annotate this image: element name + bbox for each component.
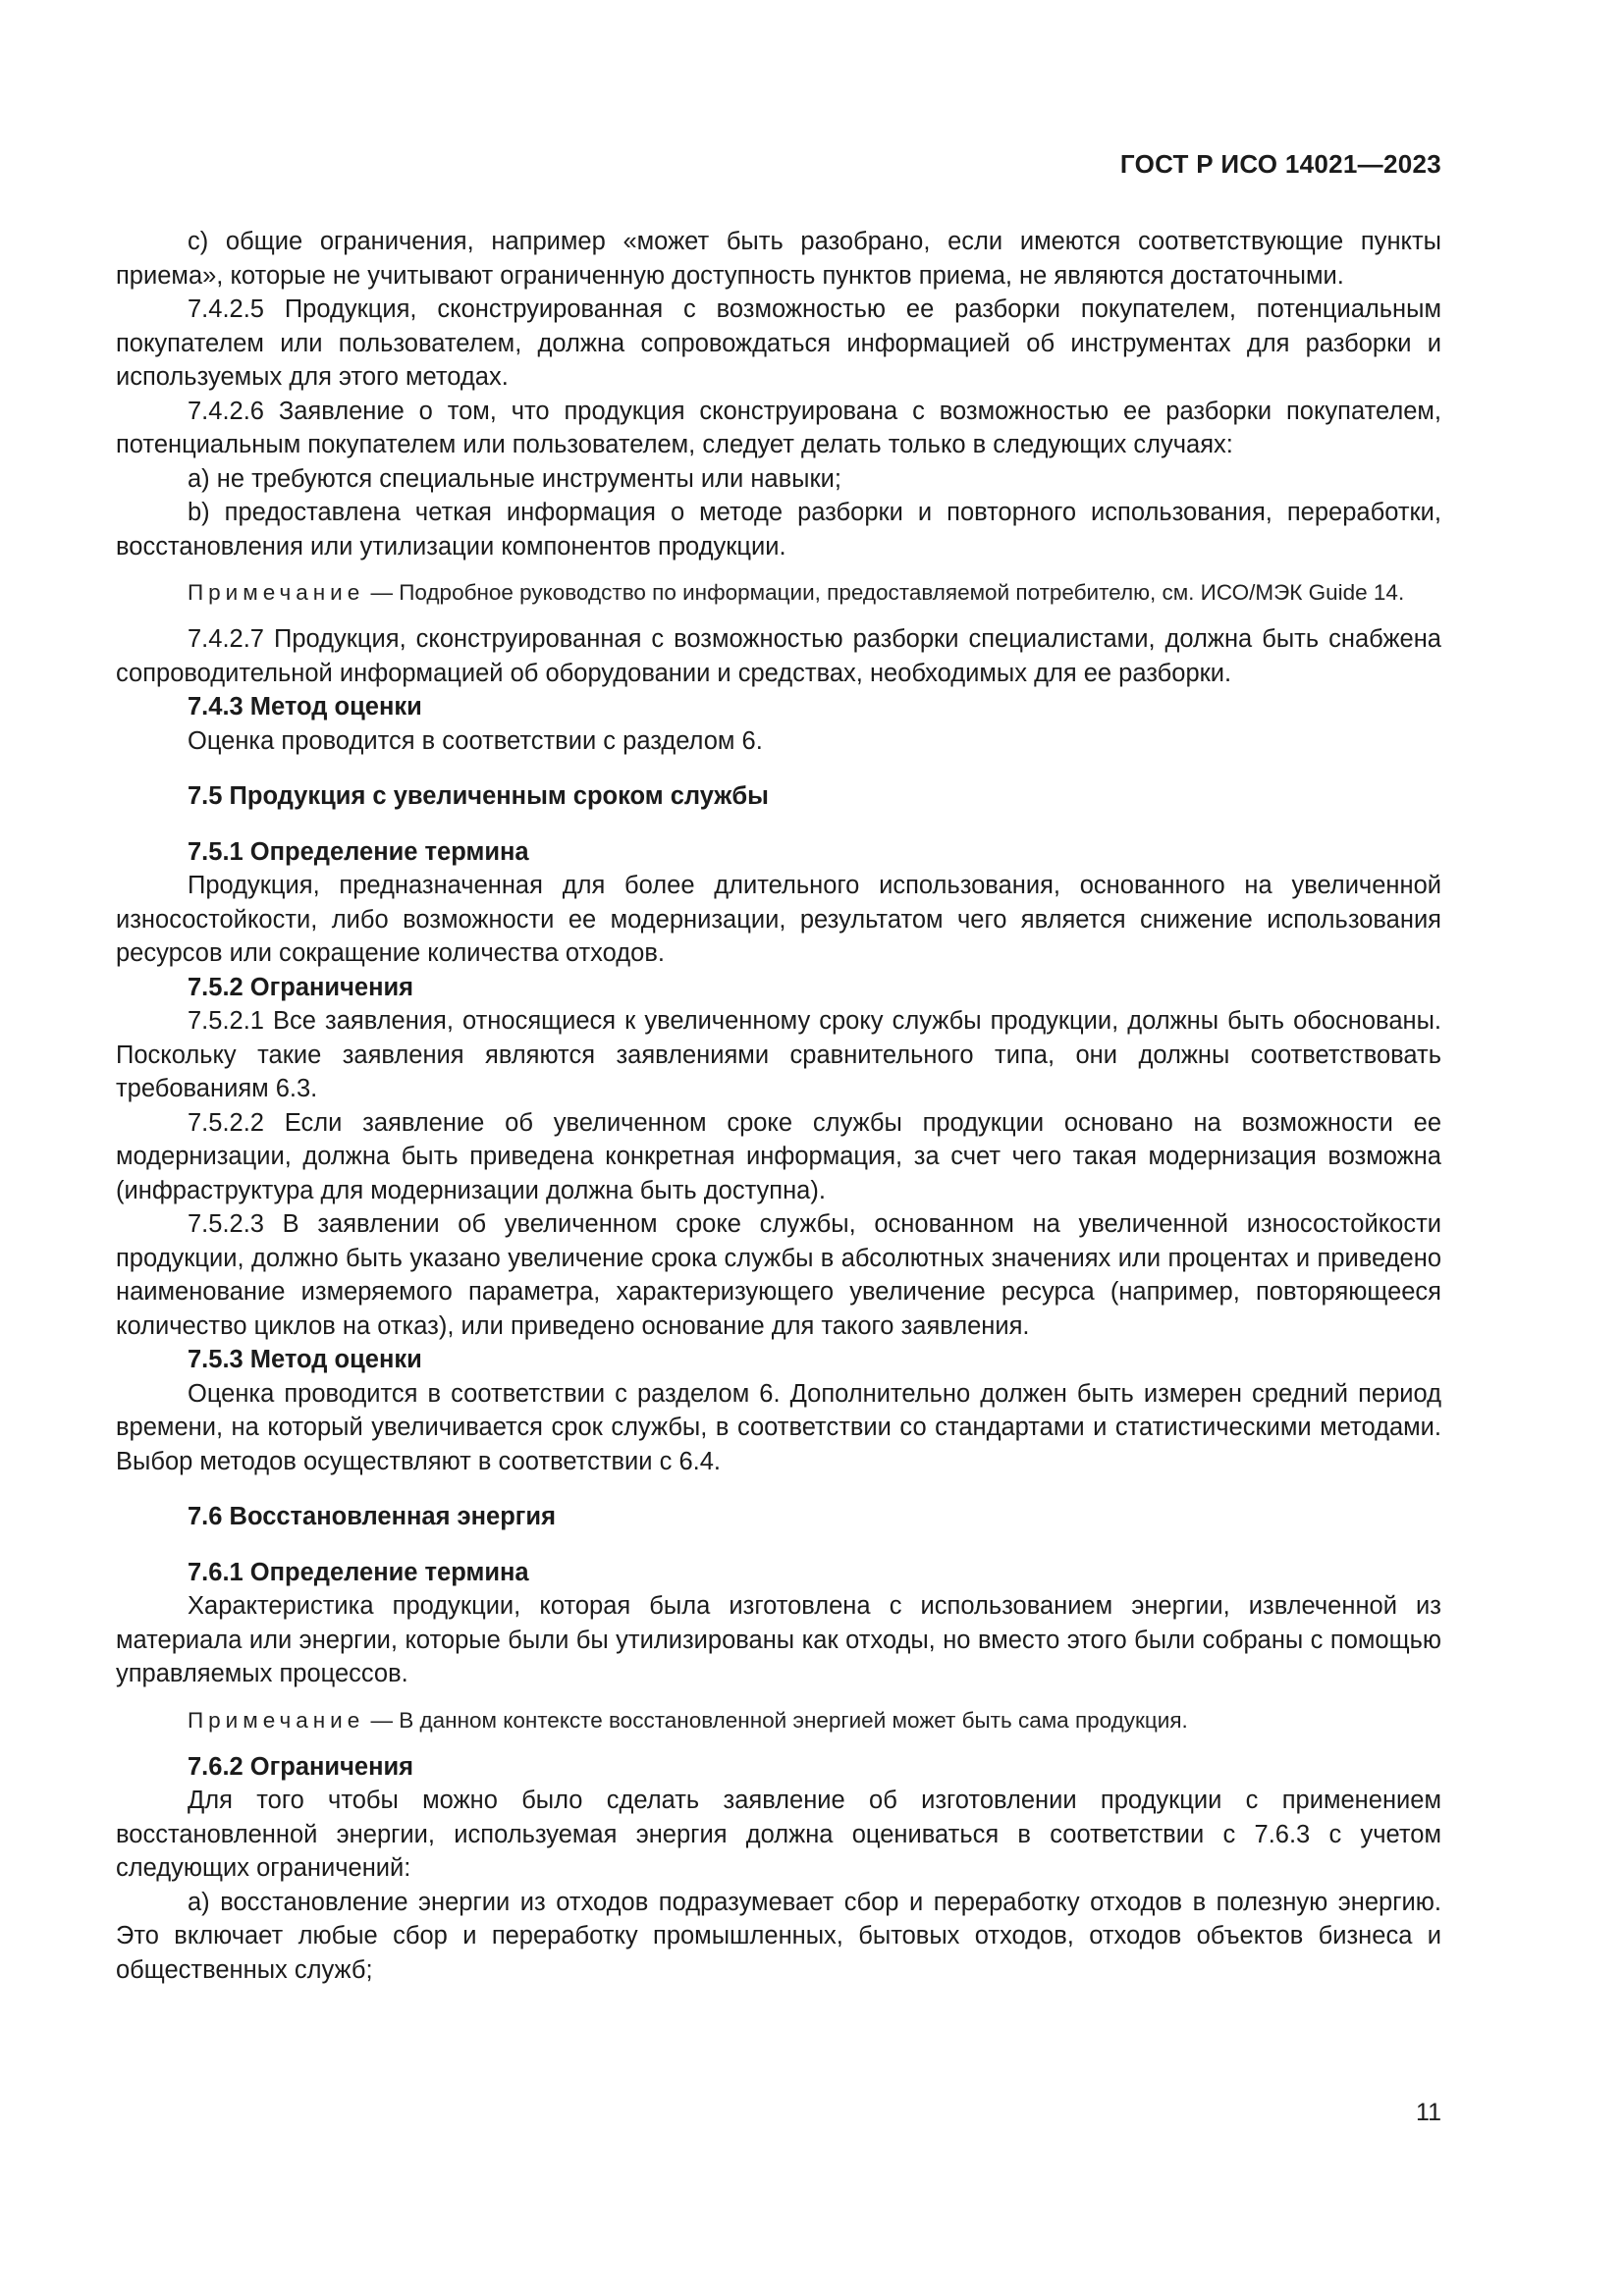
document-page [116, 0, 1441, 2296]
document-id-header: ГОСТ Р ИСО 14021—2023 [1119, 149, 1441, 179]
heading-7-4-3: 7.4.3 Метод оценки [188, 693, 422, 721]
heading-7-6-1: 7.6.1 Определение термина [188, 1558, 529, 1586]
clause-7-4-2-7: 7.4.2.7 Продукция, сконструированная с возможностью разборки специалистами, должна быть снабжена сопроводительной информацией об оборудовании и средствах, необходимых для ее разборки. [116, 625, 1441, 687]
clause-7-5-1-text: Продукция, предназначенная для более длительного использования, основанного на увеличенной износостойкости, либо возможности ее модернизации, результатом чего является снижение использования ресурсов или сокращение количества отходов. [116, 872, 1441, 967]
heading-7-5: 7.5 Продукция с увеличенным сроком службы [188, 782, 769, 810]
page-number: 11 [1416, 2099, 1441, 2126]
clause-7-5-2-3: 7.5.2.3 В заявлении об увеличенном сроке службы, основанном на увеличенной износостойкости продукции, должно быть указано увеличение срока службы в абсолютных значениях или процентах и приведено наименование измеряемого параметра, характеризующего увеличение ресурса (например, повторяющееся количество циклов на отказ), или приведено основание для такого заявления. [116, 1210, 1441, 1340]
clause-7-6-1-text: Характеристика продукции, которая была изготовлена с использованием энергии, извлеченной из материала или энергии, которые были бы утилизированы как отходы, но вместо этого были собраны с помощью управляемых процессов. [116, 1592, 1441, 1687]
note-label: Примечание [188, 1707, 365, 1733]
list-item-b: b) предоставлена четкая информация о методе разборки и повторного использования, переработки, восстановления или утилизации компонентов продукции. [116, 499, 1441, 561]
list-item-c: c) общие ограничения, например «может быть разобрано, если имеются соответствующие пункты приема», которые не учитывают ограниченную доступность пунктов приема, не являются достаточными. [116, 228, 1441, 290]
note-1 [116, 577, 1441, 609]
clause-7-5-2-2: 7.5.2.2 Если заявление об увеличенном сроке службы продукции основано на возможности ее модернизации, должна быть приведена конкретная информация, за счет чего такая модернизация возможна (инфраструктура для модернизации должна быть доступна). [116, 1108, 1441, 1204]
note-text: — В данном контексте восстановленной энергией может быть сама продукция. [364, 1707, 1188, 1733]
clause-7-6-2-text: Для того чтобы можно было сделать заявление об изготовлении продукции с применением восстановленной энергии, используемая энергия должна оцениваться в соответствии с 7.6.3 с учетом следующих ограничений: [116, 1787, 1441, 1882]
clause-7-4-2-6: 7.4.2.6 Заявление о том, что продукция сконструирована с возможностью ее разборки покупателем, потенциальным покупателем или пользователем, следует делать только в следующих случаях: [116, 397, 1441, 458]
heading-7-5-2: 7.5.2 Ограничения [188, 973, 414, 1001]
note-text: — Подробное руководство по информации, предоставляемой потребителю, см. ИСО/МЭК Guide 14. [364, 580, 1405, 605]
list-item-a-7-6-2: а) восстановление энергии из отходов подразумевает сбор и переработку отходов в полезную энергию. Это включает любые сбор и переработку промышленных, бытовых отходов, отходов объектов бизнеса и общественных служб; [116, 1888, 1441, 1984]
clause-7-5-2-1: 7.5.2.1 Все заявления, относящиеся к увеличенному сроку службы продукции, должны быть обоснованы. Поскольку такие заявления являются заявлениями сравнительного типа, они должны соответствовать требованиям 6.3. [116, 1007, 1441, 1102]
clause-7-5-3-text: Оценка проводится в соответствии с разделом 6. Дополнительно должен быть измерен средний период времени, на который увеличивается срок службы, в соответствии со стандартами и статистическими методами. Выбор методов осуществляют в соответствии с 6.4. [116, 1379, 1441, 1475]
clause-7-4-2-5: 7.4.2.5 Продукция, сконструированная с возможностью ее разборки покупателем, потенциальным покупателем или пользователем, должна сопровождаться информацией об инструментах для разборки и используемых для этого методах. [116, 295, 1441, 391]
heading-7-6-2: 7.6.2 Ограничения [188, 1752, 414, 1781]
note-2 [116, 1705, 1441, 1736]
heading-7-5-3: 7.5.3 Метод оценки [188, 1346, 422, 1373]
heading-7-6: 7.6 Восстановленная энергия [188, 1503, 556, 1530]
heading-7-5-1: 7.5.1 Определение термина [188, 837, 529, 866]
clause-7-4-3-text: Оценка проводится в соответствии с разделом 6. [188, 726, 763, 755]
document-body [116, 225, 1441, 1987]
note-label: Примечание [188, 580, 365, 605]
list-item-a: а) не требуются специальные инструменты или навыки; [188, 464, 841, 493]
